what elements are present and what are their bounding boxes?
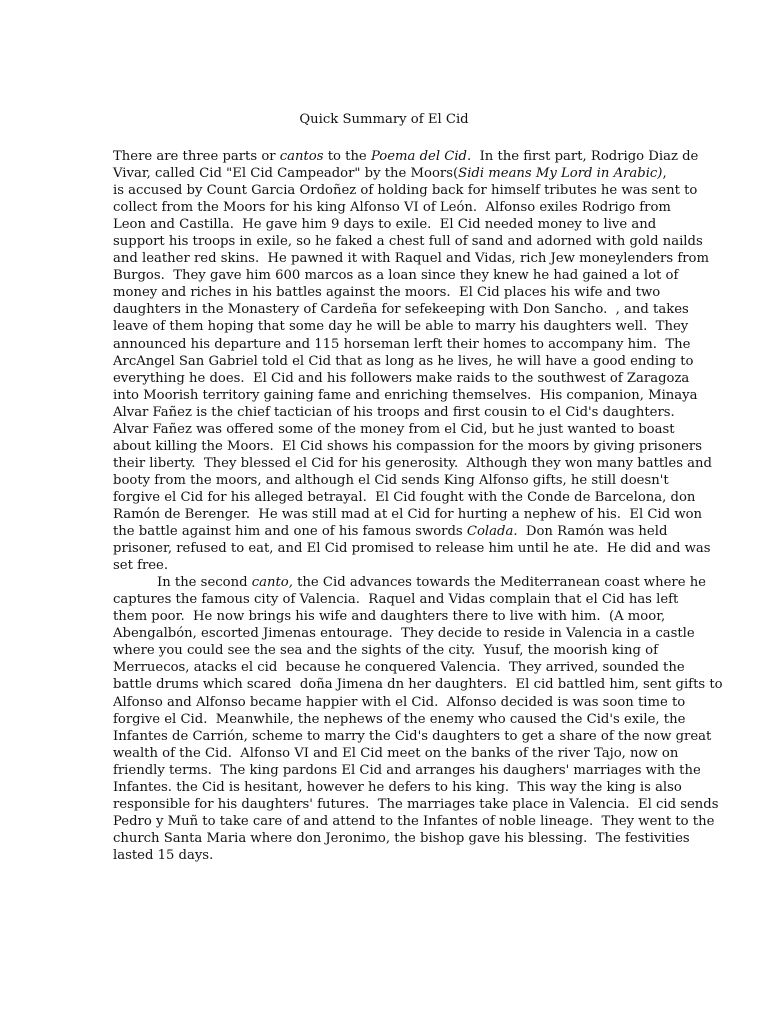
text-segment: where you could see the sea and the sights of the city. Yusuf, the moorish king of	[113, 643, 658, 659]
text-segment: ,	[662, 166, 667, 182]
text-segment: set free.	[113, 558, 169, 574]
text-segment: battle drums which scared doña Jimena dn her daughters. El cid battled him, sent gifts to	[113, 677, 723, 693]
text-line	[113, 472, 669, 489]
text-line	[113, 199, 671, 216]
text-segment: money and riches in his battles against the moors. El Cid places his wife and two	[113, 285, 661, 301]
document-body	[113, 148, 723, 864]
text-segment: everything he does. El Cid and his followers make raids to the southwest of Zaragoza	[113, 370, 690, 386]
italic-text: Sidi means My Lord in Arabic)	[458, 166, 663, 182]
text-segment: Leon and Castilla. He gave him 9 days to exile. El Cid needed money to live and	[113, 217, 657, 233]
text-segment: Infantes. the Cid is hesitant, however he defers to his king. This way the king is also	[113, 779, 682, 795]
text-segment: into Moorish territory gaining fame and enriching themselves. His companion, Minaya	[113, 387, 698, 403]
text-segment: the battle against him and one of his famous swords	[113, 524, 467, 540]
text-line	[113, 267, 679, 284]
text-line	[113, 608, 666, 625]
text-line	[113, 642, 661, 659]
text-line	[113, 284, 661, 301]
text-segment: Infantes de Carrión, scheme to marry the Cid's daughters to get a share of the now great	[113, 728, 712, 744]
text-line	[113, 438, 702, 455]
text-line	[113, 421, 675, 438]
text-segment: friendly terms. The king pardons El Cid and arranges his daughers' marriages with the	[113, 762, 701, 778]
text-segment: booty from the moors, and although el Cid sends King Alfonso gifts, he still doesn't	[113, 472, 669, 488]
text-line	[113, 387, 698, 404]
text-segment: Burgos. They gave him 600 marcos as a loan since they knew he had gained a lot of	[113, 268, 679, 284]
text-segment: to the	[323, 149, 371, 164]
text-segment: Abengalbón, escorted Jimenas entourage. They decide to reside in Valencia in a castle	[113, 626, 695, 642]
text-line	[113, 591, 679, 608]
text-line	[113, 489, 696, 506]
text-line	[113, 370, 690, 387]
text-segment: Alfonso and Alfonso became happier with el Cid. Alfonso decided is was soon time to	[113, 694, 686, 710]
text-segment: lasted 15 days.	[113, 847, 214, 863]
text-segment: In the first part, Rodrigo Diaz de	[471, 149, 699, 164]
text-line	[113, 728, 712, 745]
text-segment: their liberty. They blessed el Cid for his generosity. Although they won many battles and	[113, 455, 712, 471]
text-line	[113, 455, 712, 472]
text-line	[113, 762, 701, 779]
text-line	[113, 216, 661, 233]
text-segment: is accused by Count Garcia Ordoñez of holding back for himself tributes he was sent to	[113, 183, 698, 199]
text-segment: Vivar, called Cid "El Cid Campeador" by the Moors(	[113, 166, 459, 182]
text-segment: collect from the Moors for his king Alfonso VI of León. Alfonso exiles Rodrigo from	[113, 200, 671, 216]
text-line	[113, 148, 699, 165]
text-segment: Ramón de Berenger. He was still mad at el Cid for hurting a nephew of his. El Cid won	[113, 506, 703, 522]
text-line	[113, 676, 723, 693]
text-line	[113, 830, 690, 847]
text-line	[113, 165, 667, 182]
text-segment: wealth of the Cid. Alfonso VI and El Cid meet on the banks of the river Tajo, now on	[113, 745, 679, 761]
text-segment: ArcAngel San Gabriel told el Cid that as long as he lives, he will have a good ending to	[113, 353, 694, 369]
text-line	[113, 301, 689, 318]
text-line	[113, 404, 675, 421]
text-line	[113, 779, 682, 796]
text-line	[113, 625, 695, 642]
text-segment: announced his departure and 115 horseman lerft their homes to accompany him. The	[113, 336, 691, 352]
text-line	[113, 506, 703, 523]
text-segment: the Cid advances towards the Mediterranean coast where he	[292, 575, 706, 591]
text-line	[113, 540, 711, 557]
text-segment: Pedro y Muñ to take care of and attend to the Infantes of noble lineage. They went to the	[113, 813, 715, 829]
text-segment: captures the famous city of Valencia. Raquel and Vidas complain that el Cid has left	[113, 592, 679, 608]
text-segment: Alvar Fañez was offered some of the money from el Cid, but he just wanted to boast	[113, 421, 675, 437]
text-line	[113, 250, 709, 267]
text-line	[113, 745, 679, 762]
text-segment: daughters in the Monastery of Cardeña for sefekeeping with Don Sancho. , and takes	[113, 302, 689, 318]
text-segment: leave of them hoping that some day he will be able to marry his daughters well. They	[113, 319, 689, 335]
text-segment: responsible for his daughters' futures. The marriages take place in Valencia. El cid sends	[113, 796, 719, 812]
paragraph-part-one	[113, 148, 712, 574]
text-line	[113, 557, 661, 574]
text-line	[113, 336, 691, 353]
text-line	[113, 318, 689, 335]
text-line	[113, 847, 661, 864]
text-segment: them poor. He now brings his wife and daughters there to live with him. (A moor,	[113, 609, 666, 625]
text-line	[113, 182, 698, 199]
text-segment: There are three parts or	[113, 149, 280, 164]
text-segment: support his troops in exile, so he faked a chest full of sand and adorned with gold nailds	[113, 234, 703, 250]
text-line	[113, 659, 685, 676]
text-segment: and leather red skins. He pawned it with Raquel and Vidas, rich Jew moneylenders from	[113, 251, 709, 267]
text-segment: In the second	[157, 575, 252, 591]
text-line	[113, 694, 686, 711]
text-segment: Alvar Fañez is the chief tactician of his troops and first cousin to el Cid's daughters.	[113, 404, 675, 420]
italic-text: canto,	[251, 575, 293, 591]
document-title: Quick Summary of El Cid	[299, 112, 469, 127]
text-segment: forgive el Cid for his alleged betrayal. El Cid fought with the Conde de Barcelona, don	[113, 489, 696, 505]
text-line	[113, 233, 703, 250]
italic-text: Colada.	[466, 524, 518, 540]
italic-text: Poema del Cid.	[370, 149, 472, 164]
text-segment: about killing the Moors. El Cid shows his compassion for the moors by giving prisoners	[113, 438, 702, 454]
italic-text: cantos	[279, 149, 324, 164]
text-line	[113, 523, 668, 540]
text-segment: Merruecos, atacks el cid because he conquered Valencia. They arrived, sounded the	[113, 660, 685, 676]
text-line	[113, 711, 686, 728]
text-segment: church Santa Maria where don Jeronimo, the bishop gave his blessing. The festivities	[113, 830, 690, 846]
text-line	[113, 574, 706, 591]
text-line	[113, 813, 715, 830]
paragraph-part-two	[113, 574, 723, 864]
text-line	[113, 796, 719, 813]
text-segment: Don Ramón was held	[517, 524, 668, 540]
text-segment: forgive el Cid. Meanwhile, the nephews of the enemy who caused the Cid's exile, the	[113, 711, 686, 727]
text-segment: prisoner, refused to eat, and El Cid promised to release him until he ate. He did and was	[113, 541, 711, 557]
text-line	[113, 353, 694, 370]
